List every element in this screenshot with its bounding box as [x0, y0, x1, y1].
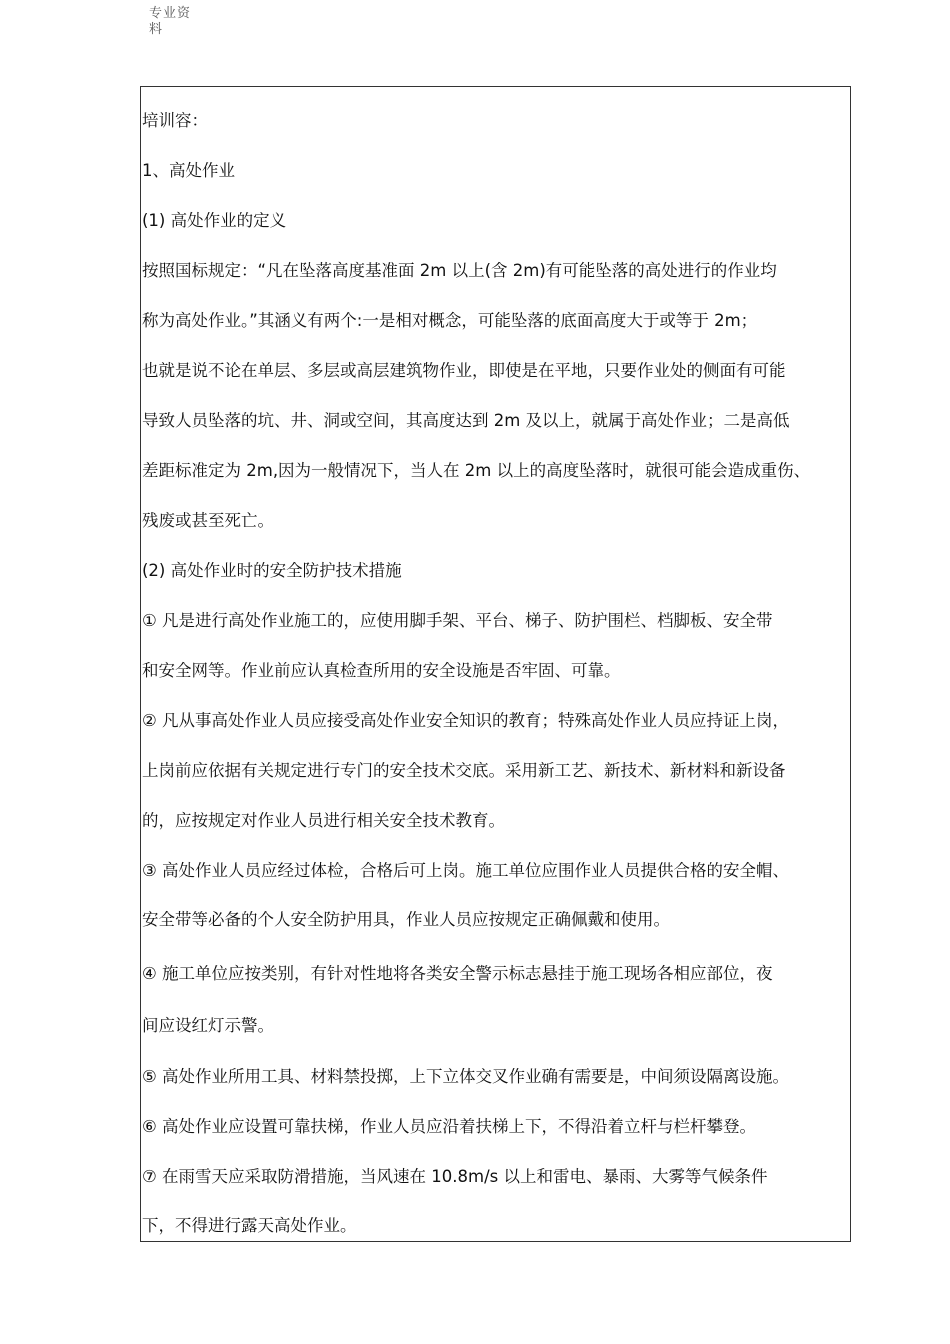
body-line: 差距标准定为 2m,因为一般情况下，当人在 2m 以上的高度坠落时，就很可能会造成重伤、	[142, 461, 811, 480]
body-line: 称为高处作业。”其涵义有两个:一是相对概念，可能坠落的底面高度大于或等于 2m；	[142, 311, 758, 330]
measure-line: ⑤ 高处作业所用工具、材料禁投掷，上下立体交叉作业确有需要是，中间须设隔离设施。	[142, 1067, 790, 1086]
measure-line: 下，不得进行露天高处作业。	[142, 1216, 357, 1235]
body-line: 按照国标规定：“凡在坠落高度基准面 2m 以上(含 2m)有可能坠落的高处进行的作业均	[142, 261, 777, 280]
header-mark-line2: 料	[149, 22, 164, 37]
measure-line: ⑥ 高处作业应设置可靠扶梯，作业人员应沿着扶梯上下，不得沿着立杆与栏杆攀登。	[142, 1117, 757, 1136]
measure-line: 上岗前应依据有关规定进行专门的安全技术交底。采用新工艺、新技术、新材料和新设备	[142, 761, 786, 780]
header-watermark	[149, 6, 209, 38]
header-mark-line1: 专业资	[149, 6, 192, 21]
body-line: 也就是说不论在单层、多层或高层建筑物作业，即使是在平地，只要作业处的侧面有可能	[142, 361, 786, 380]
measure-line: ④ 施工单位应按类别，有针对性地将各类安全警示标志悬挂于施工现场各相应部位，夜	[142, 964, 773, 983]
measure-line: ⑦ 在雨雪天应采取防滑措施，当风速在 10.8m/s 以上和雷电、暴雨、大雾等气候条件	[142, 1167, 768, 1186]
measure-line: ③ 高处作业人员应经过体检，合格后可上岗。施工单位应围作业人员提供合格的安全帽、	[142, 861, 790, 880]
topic-title: 1、高处作业	[142, 161, 235, 180]
measure-line: ② 凡从事高处作业人员应接受高处作业安全知识的教育；特殊高处作业人员应持证上岗，	[142, 711, 790, 730]
subtopic-title-2: (2) 高处作业时的安全防护技术措施	[142, 561, 402, 580]
measure-line: 的，应按规定对作业人员进行相关安全技术教育。	[142, 811, 505, 830]
body-line: 导致人员坠落的坑、井、洞或空间，其高度达到 2m 及以上，就属于高处作业；二是高低	[142, 411, 790, 430]
measure-line: 安全带等必备的个人安全防护用具，作业人员应按规定正确佩戴和使用。	[142, 910, 670, 929]
measure-line: 和安全网等。作业前应认真检查所用的安全设施是否牢固、可靠。	[142, 661, 621, 680]
measure-line: 间应设红灯示警。	[142, 1016, 274, 1035]
measure-line: ① 凡是进行高处作业施工的，应使用脚手架、平台、梯子、防护围栏、档脚板、安全带	[142, 611, 773, 630]
body-line: 残废或甚至死亡。	[142, 511, 274, 530]
section-heading: 培训容：	[142, 111, 208, 130]
subtopic-title-1: (1) 高处作业的定义	[142, 211, 287, 230]
